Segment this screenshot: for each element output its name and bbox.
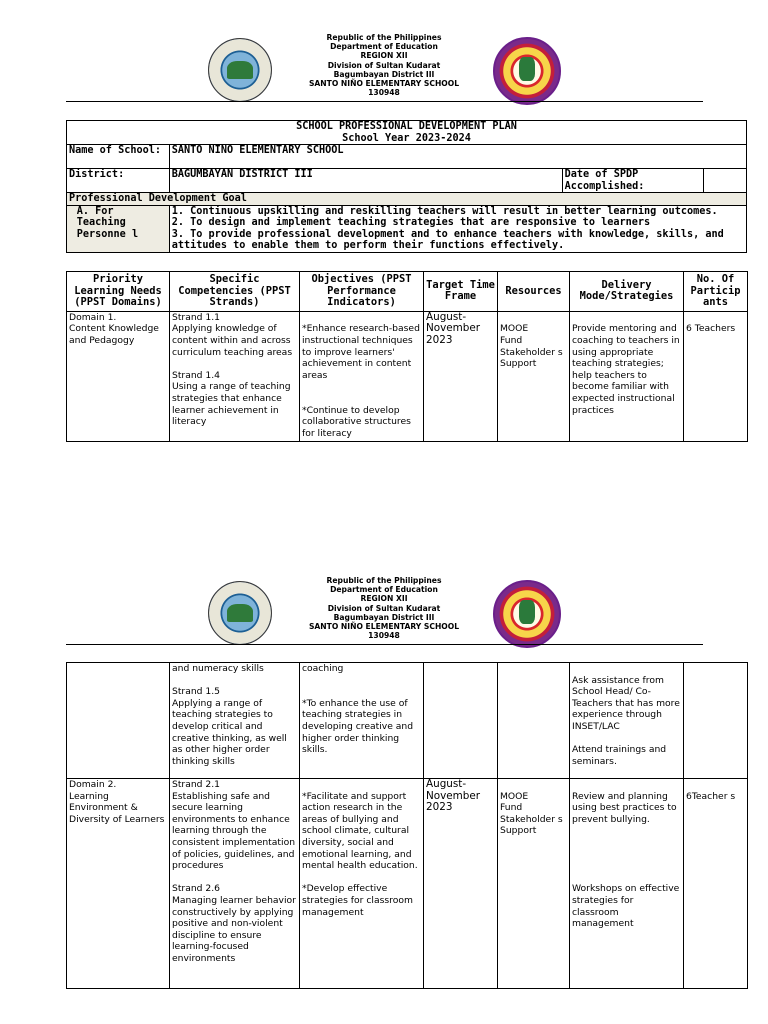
- header-line: SANTO NIÑO ELEMENTARY SCHOOL: [308, 79, 460, 89]
- district-value: BAGUMBAYAN DISTRICT III: [169, 169, 562, 193]
- participants-cell: 6Teacher s: [686, 790, 736, 802]
- page2-header: [0, 543, 768, 645]
- goal-label: A. For Teaching Personne l: [76, 205, 139, 240]
- header-line: 130948: [368, 631, 400, 641]
- school-seal-logo: [493, 580, 561, 648]
- header-line: Division of Sultan Kudarat: [327, 603, 441, 613]
- column-header: Priority Learning Needs (PPST Domains): [67, 272, 170, 312]
- strands-cell: Strand 1.1 Applying knowledge of content within and across curriculum teaching areas Strand 1.4 Using a range of teaching strategies that enhance learner achievement in literacy: [172, 311, 293, 428]
- header-divider: [66, 101, 703, 102]
- school-year: School Year 2023-2024: [342, 132, 471, 144]
- date-value: [703, 169, 746, 193]
- header-line: Division of Sultan Kudarat: [327, 60, 441, 70]
- goals-cell: [169, 205, 746, 252]
- table-row: [67, 779, 748, 989]
- delivery-cell: Ask assistance from School Head/ Co-Teachers that has more experience through INSET/LAC Attend trainings and seminars.: [572, 674, 680, 767]
- deped-division-seal-logo: [208, 581, 272, 645]
- delivery-cell: Review and planning using best practices to prevent bullying. Workshops on effective strategies for classroom management: [572, 790, 680, 930]
- header-line: SANTO NIÑO ELEMENTARY SCHOOL: [308, 622, 460, 632]
- plan-title-cell: [67, 121, 747, 145]
- plan-table-page1: [66, 271, 748, 442]
- objectives-cell: coaching *To enhance the use of teaching strategies in developing creative and higher order thinking skills.: [302, 663, 414, 756]
- delivery-cell: Provide mentoring and coaching to teachers in using appropriate teaching strategies; help teachers to become familiar with expected instructional practices: [572, 323, 680, 416]
- domain-cell: Domain 1. Content Knowledge and Pedagogy: [69, 311, 159, 346]
- school-seal-logo: [493, 37, 561, 105]
- goal-heading: Professional Development Goal: [67, 193, 747, 206]
- header-text-block: [284, 33, 484, 97]
- header-line: Republic of the Philippines: [326, 576, 442, 585]
- header-line: Department of Education: [330, 585, 438, 595]
- page1-header: [0, 0, 768, 102]
- resources-cell: MOOE Fund Stakeholder s Support: [500, 323, 563, 370]
- column-header: Specific Competencies (PPST Strands): [170, 272, 300, 312]
- plan-table-page2: [66, 662, 748, 989]
- header-line: REGION XII: [360, 51, 408, 61]
- strands-cell: Strand 2.1 Establishing safe and secure learning environments to enhance learning through the consistent implementation of policies, guidelines, and procedures Strand 2.6 Managing learner behavior constructively by applying positive and non-violent discipline to ensure learning-focused environments: [172, 779, 296, 964]
- school-name-value: SANTO NINO ELEMENTARY SCHOOL: [169, 145, 746, 169]
- resources-cell: MOOE Fund Stakeholder s Support: [500, 790, 563, 837]
- district-label: District:: [67, 169, 170, 193]
- header-line: Bagumbayan District III: [333, 69, 435, 79]
- objectives-cell: *Facilitate and support action research in the areas of bullying and school climate, cultural diversity, social and emotional learning, and mental health education. *Develop effective strategies for classroom management: [302, 790, 418, 918]
- header-line: Bagumbayan District III: [333, 612, 435, 622]
- table-header-row: [67, 272, 748, 312]
- domain-cell: Domain 2. Learning Environment & Diversity of Learners: [69, 779, 165, 825]
- goal-label-cell: [67, 205, 170, 252]
- time-frame-cell: August-November 2023: [426, 778, 481, 814]
- column-header: Resources: [498, 272, 570, 312]
- school-name-label: Name of School:: [67, 145, 170, 169]
- header-line: Department of Education: [330, 42, 438, 52]
- participants-cell: 6 Teachers: [686, 323, 736, 335]
- goal-item: 3. To provide professional development and to enhance teachers with knowledge, skills, and attitudes to enable them to perform their functions effectively.: [171, 228, 724, 251]
- goal-item: 1. Continuous upskilling and reskilling teachers will result in better learning outcomes.: [171, 205, 718, 217]
- plan-info-table: [66, 120, 747, 253]
- header-line: 130948: [368, 88, 400, 98]
- plan-title: SCHOOL PROFESSIONAL DEVELOPMENT PLAN: [296, 121, 517, 132]
- column-header: No. Of Particip ants: [684, 272, 748, 312]
- header-line: Republic of the Philippines: [326, 33, 442, 42]
- column-header: Delivery Mode/Strategies: [570, 272, 684, 312]
- deped-division-seal-logo: [208, 38, 272, 102]
- header-line: REGION XII: [360, 594, 408, 604]
- header-text-block: [284, 576, 484, 640]
- column-header: Objectives (PPST Performance Indicators): [300, 272, 424, 312]
- objectives-cell: *Enhance research-based instructional techniques to improve learners' achievement in content areas *Continue to develop collaborative structures for literacy: [302, 323, 420, 439]
- goal-item: 2. To design and implement teaching strategies that are responsive to learners: [171, 217, 651, 228]
- table-row: [67, 663, 748, 779]
- date-label: Date of SPDP Accomplished:: [562, 169, 703, 193]
- strands-cell: and numeracy skills Strand 1.5 Applying a range of teaching strategies to develop critical and creative thinking, as well as other higher order thinking skills: [172, 663, 287, 767]
- header-divider: [66, 644, 703, 645]
- table-row: [67, 311, 748, 441]
- time-frame-cell: August-November 2023: [426, 310, 481, 346]
- column-header: Target Time Frame: [424, 272, 498, 312]
